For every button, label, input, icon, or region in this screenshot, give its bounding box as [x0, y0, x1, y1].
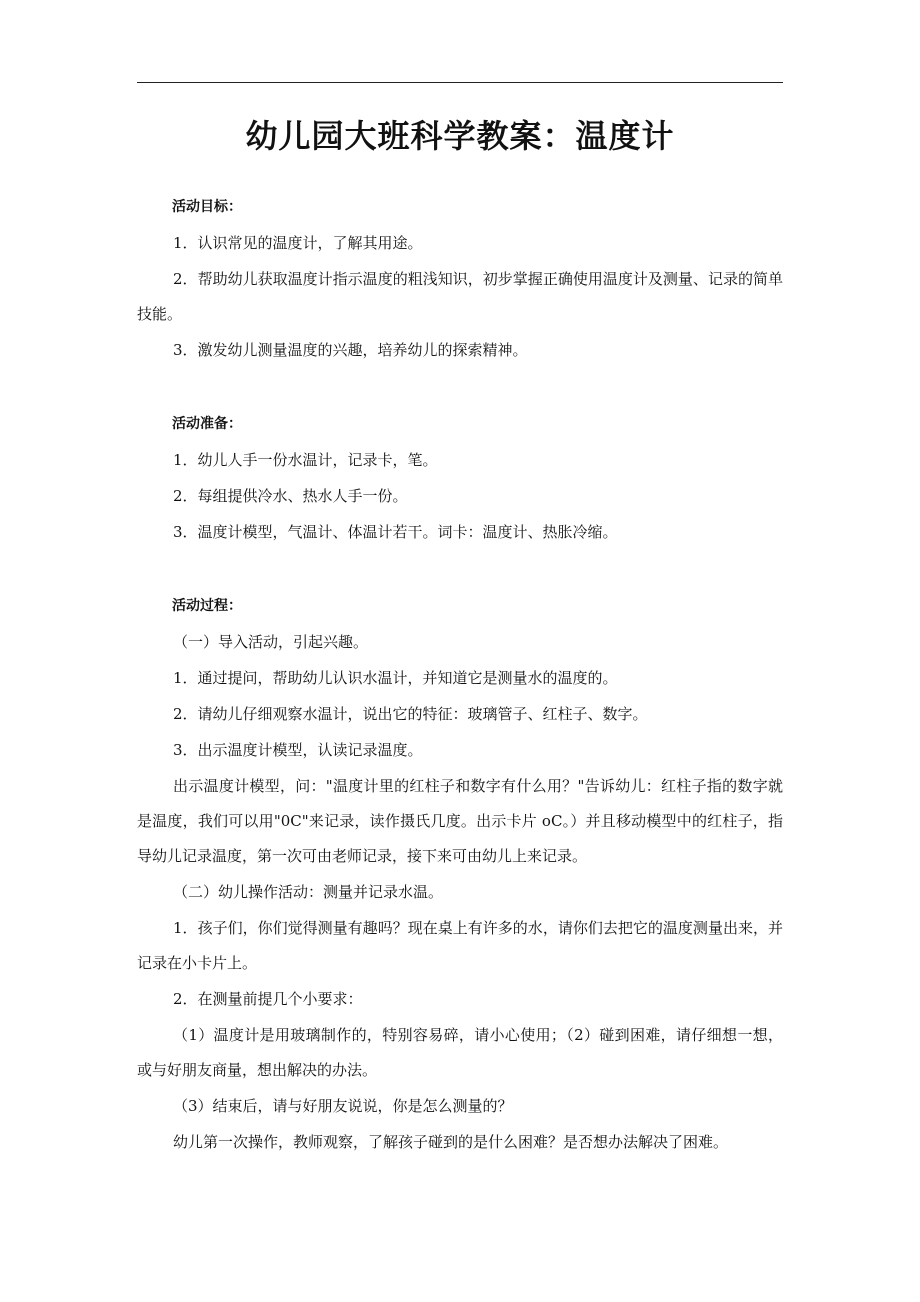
prep-item-2: 2．每组提供冷水、热水人手一份。 [173, 487, 408, 505]
header-rule [137, 82, 783, 83]
process-item-3: 3．出示温度计模型，认读记录温度。 [173, 741, 423, 759]
goal-item-3: 3．激发幼儿测量温度的兴趣，培养幼儿的探索精神。 [173, 341, 528, 359]
section-heading-prep: 活动准备： [172, 416, 242, 432]
goal-item-1: 1．认识常见的温度计，了解其用途。 [173, 234, 423, 252]
goal-item-2: 2．帮助幼儿获取温度计指示温度的粗浅知识，初步掌握正确使用温度计及测量、记录的简单技能。 [137, 270, 783, 323]
process-step-operation: （二）幼儿操作活动：测量并记录水温。 [173, 883, 444, 901]
process-operation-item-2: 2．在测量前提几个小要求： [173, 990, 363, 1008]
process-requirement-3: （3）结束后，请与好朋友说说，你是怎么测量的？ [173, 1097, 513, 1115]
document-title: 幼儿园大班科学教案：温度计 [245, 117, 675, 155]
process-step-intro: （一）导入活动，引起兴趣。 [173, 633, 369, 651]
section-heading-goals: 活动目标： [172, 199, 242, 215]
section-gap [137, 376, 783, 414]
process-observation: 幼儿第一次操作，教师观察，了解孩子碰到的是什么困难？是否想办法解决了困难。 [173, 1133, 729, 1151]
process-item-1: 1．通过提问，帮助幼儿认识水温计，并知道它是测量水的温度的。 [173, 669, 618, 687]
section-heading-process: 活动过程： [172, 598, 242, 614]
process-item-2: 2．请幼儿仔细观察水温计，说出它的特征：玻璃管子、红柱子、数字。 [173, 705, 648, 723]
prep-item-3: 3．温度计模型，气温计、体温计若干。词卡：温度计、热胀冷缩。 [173, 523, 618, 541]
process-paragraph-model: 出示温度计模型，问："温度计里的红柱子和数字有什么用？"告诉幼儿：红柱子指的数字就是温度，我们可以用"0C"来记录，读作摄氏几度。出示卡片 oC。）并且移动模型中的红柱子，指导幼儿记录温度，第一次可由老师记录，接下来可由幼儿上来记录。 [137, 777, 783, 865]
section-gap [137, 558, 783, 596]
process-operation-item-1: 1．孩子们，你们觉得测量有趣吗？现在桌上有许多的水，请你们去把它的温度测量出来，并记录在小卡片上。 [137, 919, 783, 972]
process-requirement-1-2: （1）温度计是用玻璃制作的，特别容易碎，请小心使用；（2）碰到困难，请仔细想一想，或与好朋友商量，想出解决的办法。 [137, 1026, 783, 1079]
document-body [137, 197, 783, 1168]
prep-item-1: 1．幼儿人手一份水温计，记录卡，笔。 [173, 451, 438, 469]
